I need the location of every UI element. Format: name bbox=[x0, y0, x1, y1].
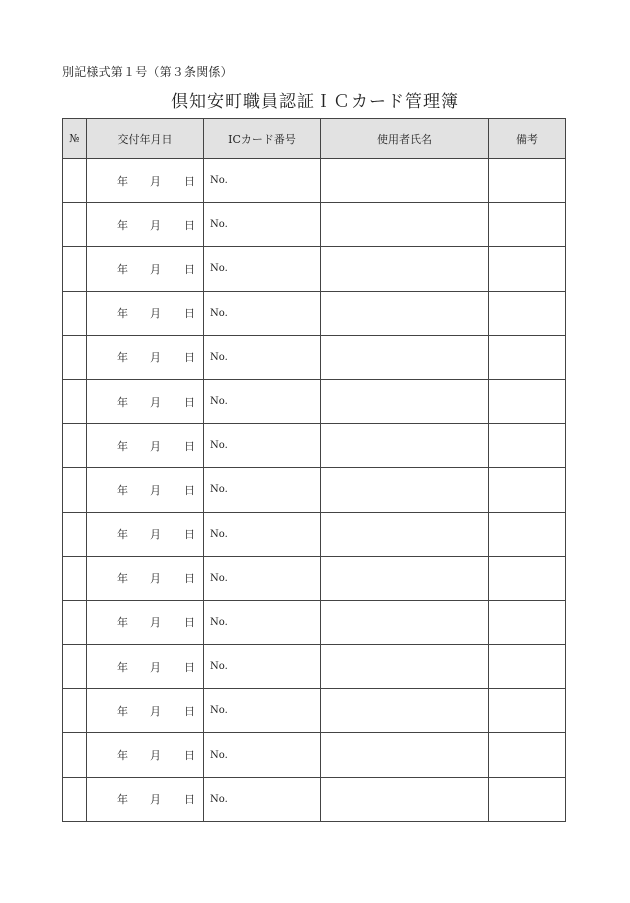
day-unit: 日 bbox=[184, 307, 195, 321]
document-title: 倶知安町職員認証ＩＣカード管理簿 bbox=[171, 92, 459, 112]
table-row bbox=[63, 203, 566, 247]
issue-date-cell[interactable] bbox=[87, 777, 204, 821]
header-issue-date: 交付年月日 bbox=[87, 119, 204, 159]
table-row bbox=[63, 733, 566, 777]
year-unit: 年 bbox=[117, 439, 128, 453]
header-user-name: 使用者氏名 bbox=[321, 119, 489, 159]
remarks-cell[interactable] bbox=[489, 733, 566, 777]
remarks-cell[interactable] bbox=[489, 379, 566, 423]
month-unit: 月 bbox=[150, 262, 161, 276]
header-remarks: 備考 bbox=[489, 119, 566, 159]
month-unit: 月 bbox=[150, 307, 161, 321]
ic-card-register-table bbox=[62, 118, 566, 822]
remarks-cell[interactable] bbox=[489, 159, 566, 203]
month-unit: 月 bbox=[150, 395, 161, 409]
year-unit: 年 bbox=[117, 660, 128, 674]
issue-date-cell[interactable] bbox=[87, 291, 204, 335]
card-number-cell[interactable] bbox=[204, 556, 321, 600]
no-cell[interactable] bbox=[63, 600, 87, 644]
month-unit: 月 bbox=[150, 793, 161, 807]
year-unit: 年 bbox=[117, 704, 128, 718]
user-name-cell[interactable] bbox=[321, 512, 489, 556]
month-unit: 月 bbox=[150, 218, 161, 232]
card-number-cell[interactable] bbox=[204, 424, 321, 468]
card-number-prefix: No. bbox=[210, 661, 228, 673]
remarks-cell[interactable] bbox=[489, 203, 566, 247]
card-number-prefix: No. bbox=[210, 219, 228, 231]
remarks-cell[interactable] bbox=[489, 468, 566, 512]
day-unit: 日 bbox=[184, 660, 195, 674]
month-unit: 月 bbox=[150, 660, 161, 674]
year-unit: 年 bbox=[117, 218, 128, 232]
day-unit: 日 bbox=[184, 616, 195, 630]
issue-date-cell[interactable] bbox=[87, 512, 204, 556]
user-name-cell[interactable] bbox=[321, 291, 489, 335]
no-cell[interactable] bbox=[63, 335, 87, 379]
issue-date-cell[interactable] bbox=[87, 424, 204, 468]
card-number-cell[interactable] bbox=[204, 468, 321, 512]
day-unit: 日 bbox=[184, 793, 195, 807]
table-row bbox=[63, 468, 566, 512]
issue-date-cell[interactable] bbox=[87, 733, 204, 777]
user-name-cell[interactable] bbox=[321, 379, 489, 423]
remarks-cell[interactable] bbox=[489, 335, 566, 379]
issue-date-cell[interactable] bbox=[87, 203, 204, 247]
no-cell[interactable] bbox=[63, 468, 87, 512]
table-row bbox=[63, 645, 566, 689]
remarks-cell[interactable] bbox=[489, 600, 566, 644]
year-unit: 年 bbox=[117, 351, 128, 365]
year-unit: 年 bbox=[117, 616, 128, 630]
issue-date-cell[interactable] bbox=[87, 379, 204, 423]
remarks-cell[interactable] bbox=[489, 291, 566, 335]
card-number-prefix: No. bbox=[210, 351, 228, 363]
card-number-cell[interactable] bbox=[204, 335, 321, 379]
card-number-cell[interactable] bbox=[204, 379, 321, 423]
month-unit: 月 bbox=[150, 439, 161, 453]
day-unit: 日 bbox=[184, 572, 195, 586]
user-name-cell[interactable] bbox=[321, 335, 489, 379]
day-unit: 日 bbox=[184, 439, 195, 453]
card-number-prefix: No. bbox=[210, 307, 228, 319]
month-unit: 月 bbox=[150, 351, 161, 365]
header-no: № bbox=[63, 119, 87, 159]
card-number-prefix: No. bbox=[210, 396, 228, 408]
table-row bbox=[63, 159, 566, 203]
user-name-cell[interactable] bbox=[321, 159, 489, 203]
card-number-cell[interactable] bbox=[204, 247, 321, 291]
card-number-prefix: No. bbox=[210, 263, 228, 275]
user-name-cell[interactable] bbox=[321, 468, 489, 512]
table-body bbox=[63, 159, 566, 822]
user-name-cell[interactable] bbox=[321, 733, 489, 777]
card-number-cell[interactable] bbox=[204, 777, 321, 821]
card-number-prefix: No. bbox=[210, 616, 228, 628]
table-row bbox=[63, 247, 566, 291]
remarks-cell[interactable] bbox=[489, 777, 566, 821]
card-number-cell[interactable] bbox=[204, 733, 321, 777]
card-number-cell[interactable] bbox=[204, 600, 321, 644]
no-cell[interactable] bbox=[63, 291, 87, 335]
issue-date-cell[interactable] bbox=[87, 159, 204, 203]
month-unit: 月 bbox=[150, 174, 161, 188]
table-header-row bbox=[63, 119, 566, 159]
table-row bbox=[63, 379, 566, 423]
month-unit: 月 bbox=[150, 528, 161, 542]
table-row bbox=[63, 424, 566, 468]
user-name-cell[interactable] bbox=[321, 203, 489, 247]
no-cell[interactable] bbox=[63, 424, 87, 468]
no-cell[interactable] bbox=[63, 203, 87, 247]
table-row bbox=[63, 335, 566, 379]
table-row bbox=[63, 512, 566, 556]
issue-date-cell[interactable] bbox=[87, 645, 204, 689]
card-number-prefix: No. bbox=[210, 793, 228, 805]
table-row bbox=[63, 777, 566, 821]
card-number-cell[interactable] bbox=[204, 159, 321, 203]
card-number-prefix: No. bbox=[210, 749, 228, 761]
user-name-cell[interactable] bbox=[321, 424, 489, 468]
form-number-note: 別記様式第１号（第３条関係） bbox=[62, 65, 233, 79]
month-unit: 月 bbox=[150, 749, 161, 763]
year-unit: 年 bbox=[117, 572, 128, 586]
year-unit: 年 bbox=[117, 483, 128, 497]
day-unit: 日 bbox=[184, 483, 195, 497]
year-unit: 年 bbox=[117, 793, 128, 807]
year-unit: 年 bbox=[117, 174, 128, 188]
day-unit: 日 bbox=[184, 218, 195, 232]
day-unit: 日 bbox=[184, 395, 195, 409]
remarks-cell[interactable] bbox=[489, 556, 566, 600]
month-unit: 月 bbox=[150, 616, 161, 630]
user-name-cell[interactable] bbox=[321, 689, 489, 733]
card-number-prefix: No. bbox=[210, 484, 228, 496]
month-unit: 月 bbox=[150, 704, 161, 718]
year-unit: 年 bbox=[117, 528, 128, 542]
table-row bbox=[63, 556, 566, 600]
no-cell[interactable] bbox=[63, 379, 87, 423]
card-number-cell[interactable] bbox=[204, 291, 321, 335]
table-row bbox=[63, 600, 566, 644]
no-cell[interactable] bbox=[63, 159, 87, 203]
remarks-cell[interactable] bbox=[489, 424, 566, 468]
day-unit: 日 bbox=[184, 749, 195, 763]
card-number-cell[interactable] bbox=[204, 512, 321, 556]
issue-date-cell[interactable] bbox=[87, 689, 204, 733]
card-number-prefix: No. bbox=[210, 440, 228, 452]
user-name-cell[interactable] bbox=[321, 556, 489, 600]
header-card-number: ICカード番号 bbox=[204, 119, 321, 159]
month-unit: 月 bbox=[150, 572, 161, 586]
year-unit: 年 bbox=[117, 262, 128, 276]
user-name-cell[interactable] bbox=[321, 600, 489, 644]
no-cell[interactable] bbox=[63, 556, 87, 600]
card-number-cell[interactable] bbox=[204, 645, 321, 689]
no-cell[interactable] bbox=[63, 689, 87, 733]
day-unit: 日 bbox=[184, 351, 195, 365]
table-row bbox=[63, 291, 566, 335]
remarks-cell[interactable] bbox=[489, 689, 566, 733]
card-number-cell[interactable] bbox=[204, 203, 321, 247]
user-name-cell[interactable] bbox=[321, 645, 489, 689]
no-cell[interactable] bbox=[63, 247, 87, 291]
issue-date-cell[interactable] bbox=[87, 556, 204, 600]
no-cell[interactable] bbox=[63, 777, 87, 821]
user-name-cell[interactable] bbox=[321, 777, 489, 821]
card-number-cell[interactable] bbox=[204, 689, 321, 733]
day-unit: 日 bbox=[184, 174, 195, 188]
issue-date-cell[interactable] bbox=[87, 468, 204, 512]
remarks-cell[interactable] bbox=[489, 247, 566, 291]
card-number-prefix: No. bbox=[210, 528, 228, 540]
issue-date-cell[interactable] bbox=[87, 600, 204, 644]
month-unit: 月 bbox=[150, 483, 161, 497]
no-cell[interactable] bbox=[63, 512, 87, 556]
day-unit: 日 bbox=[184, 528, 195, 542]
remarks-cell[interactable] bbox=[489, 512, 566, 556]
card-number-prefix: No. bbox=[210, 175, 228, 187]
issue-date-cell[interactable] bbox=[87, 335, 204, 379]
user-name-cell[interactable] bbox=[321, 247, 489, 291]
no-cell[interactable] bbox=[63, 733, 87, 777]
issue-date-cell[interactable] bbox=[87, 247, 204, 291]
year-unit: 年 bbox=[117, 395, 128, 409]
remarks-cell[interactable] bbox=[489, 645, 566, 689]
day-unit: 日 bbox=[184, 262, 195, 276]
card-number-prefix: No. bbox=[210, 572, 228, 584]
year-unit: 年 bbox=[117, 749, 128, 763]
no-cell[interactable] bbox=[63, 645, 87, 689]
day-unit: 日 bbox=[184, 704, 195, 718]
year-unit: 年 bbox=[117, 307, 128, 321]
card-number-prefix: No. bbox=[210, 705, 228, 717]
table-row bbox=[63, 689, 566, 733]
